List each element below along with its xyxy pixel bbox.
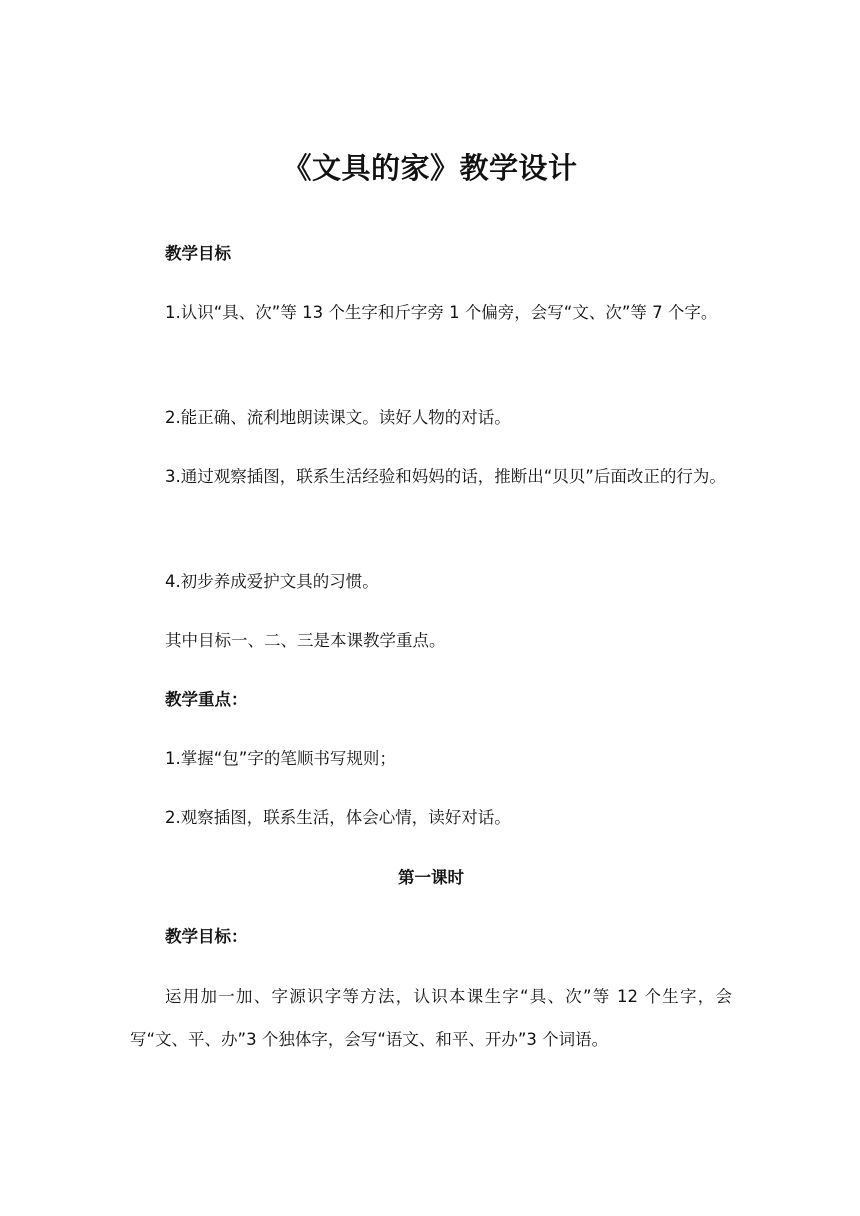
goal-4-paragraph: 4.初步养成爱护文具的习惯。: [165, 572, 379, 591]
key-goals-note: 其中目标一、二、三是本课教学重点。: [165, 631, 446, 650]
lesson-goal-paragraph: 运用加一加、字源识字等方法，认识本课生字“具、次”等 12 个生字，会写“文、平、办”3 个独体字，会写“语文、和平、开办”3 个词语。: [130, 987, 732, 1049]
heading-teaching-goals: 教学目标: [165, 244, 231, 263]
focus-1-paragraph: 1.掌握“包”字的笔顺书写规则；: [165, 749, 396, 768]
goal-1-paragraph: 1.认识“具、次”等 13 个生字和斤字旁 1 个偏旁，会写“文、次”等 7 个字。: [165, 303, 718, 322]
goal-3-paragraph: 3.通过观察插图，联系生活经验和妈妈的话，推断出“贝贝”后面改正的行为。: [165, 467, 726, 486]
heading-lesson-goals: 教学目标：: [165, 927, 248, 946]
section-heading-first-lesson: 第一课时: [398, 868, 464, 887]
document-title: 《文具的家》教学设计: [282, 151, 578, 185]
heading-teaching-focus: 教学重点：: [165, 690, 248, 709]
focus-2-paragraph: 2.观察插图，联系生活，体会心情，读好对话。: [165, 808, 511, 827]
goal-2-paragraph: 2.能正确、流利地朗读课文。读好人物的对话。: [165, 408, 511, 427]
